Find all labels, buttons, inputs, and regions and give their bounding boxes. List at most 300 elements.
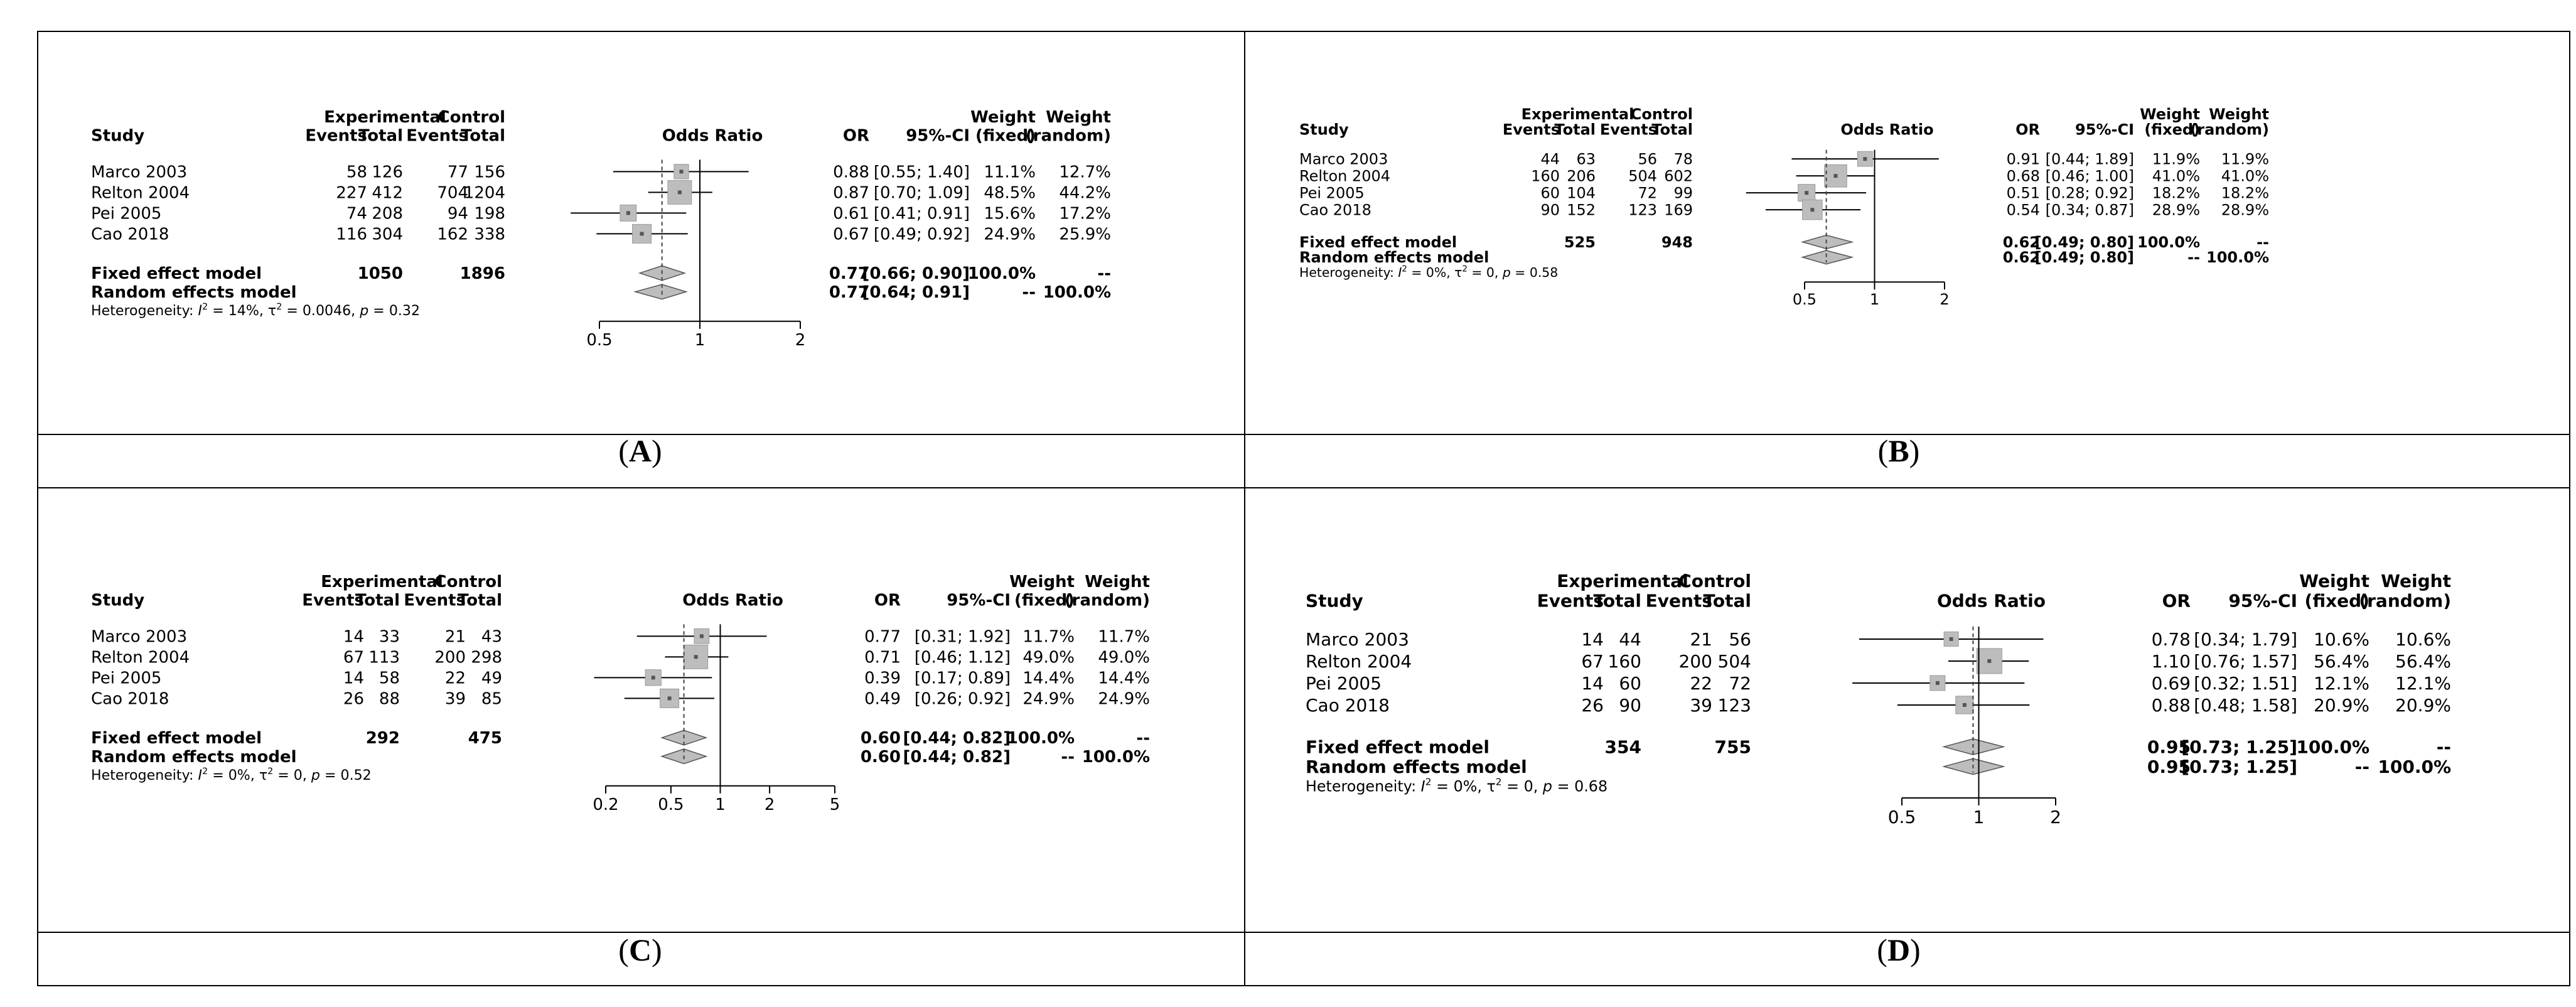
fixed-ctrl-total: 475 (468, 729, 502, 748)
header-weight-random-2: (random) (1064, 591, 1150, 610)
ctrl-events: 39 (1690, 694, 1712, 716)
or-value: 0.87 (833, 183, 869, 203)
ci-value: [0.44; 1.89] (2045, 150, 2134, 168)
header-odds-ratio: Odds Ratio (1937, 590, 2046, 611)
ctrl-events: 22 (444, 669, 466, 688)
column-header (1299, 105, 2269, 138)
fixed-or: 0.60 (860, 729, 901, 748)
random-ci: [0.44; 0.82] (903, 747, 1011, 767)
fixed-w-fixed: 100.0% (967, 264, 1036, 284)
random-or: 0.77 (829, 283, 869, 302)
header-ctrl-events: Events (1599, 121, 1657, 139)
header-study: Study (1299, 121, 1349, 139)
panel-caption (618, 433, 662, 468)
weight-fixed: 49.0% (1022, 648, 1075, 667)
study-name: Marco 2003 (1299, 150, 1388, 168)
fixed-w-random: -- (2436, 736, 2451, 758)
het-p: p (1542, 777, 1553, 795)
header-weight-random-1: Weight (1046, 108, 1111, 127)
point-estimate-center (700, 634, 704, 638)
header-study: Study (91, 591, 145, 610)
exp-events: 44 (1540, 150, 1560, 168)
fixed-label: Fixed effect model (91, 264, 262, 284)
point-estimate-center (652, 676, 655, 679)
ctrl-events: 77 (447, 163, 468, 182)
weight-fixed: 11.7% (1022, 627, 1075, 647)
study-row (91, 645, 1150, 669)
study-name: Pei 2005 (1299, 184, 1365, 202)
ci-value: [0.48; 1.58] (2194, 694, 2297, 716)
point-estimate-center (1805, 191, 1808, 195)
weight-fixed: 41.0% (2152, 167, 2200, 185)
study-row (91, 689, 1150, 708)
header-weight-fixed-1: Weight (970, 108, 1036, 127)
het-tau-sup: 2 (1495, 776, 1502, 788)
study-row (1299, 185, 2269, 202)
header-ctrl-total: Total (457, 591, 502, 610)
ctrl-total: 156 (474, 163, 505, 182)
weight-fixed: 56.4% (2314, 650, 2369, 672)
exp-events: 90 (1540, 201, 1560, 219)
ctrl-total: 72 (1729, 672, 1751, 694)
fixed-ci: [0.49; 0.80] (2034, 233, 2134, 251)
header-experimental: Experimental (1557, 571, 1688, 591)
het-p-val: = 0.58 (1510, 265, 1559, 281)
header-study: Study (91, 126, 145, 146)
exp-total: 304 (372, 225, 403, 244)
het-p-val: = 0.52 (319, 767, 372, 784)
point-estimate-center (679, 170, 683, 173)
header-exp-total: Total (355, 591, 400, 610)
ci-value: [0.41; 0.91] (873, 204, 970, 223)
random-effects-row (1299, 249, 2269, 266)
fixed-effect-diamond (1803, 235, 1852, 249)
fixed-or: 0.95 (2147, 736, 2191, 758)
or-value: 1.10 (2151, 650, 2191, 672)
header-ctrl-total: Total (460, 126, 505, 146)
study-row (91, 669, 1150, 687)
ctrl-events: 504 (1628, 167, 1657, 185)
study-row (1299, 200, 2269, 220)
study-row (1306, 695, 2451, 716)
ctrl-total: 504 (1717, 650, 1751, 672)
exp-total: 104 (1567, 184, 1596, 202)
exp-total: 33 (378, 627, 400, 647)
weight-fixed: 20.9% (2314, 694, 2369, 716)
random-effects-row (91, 283, 1111, 302)
header-control: Control (1678, 571, 1751, 591)
study-name: Cao 2018 (91, 225, 169, 244)
het-tau-val: = 0, (1501, 777, 1543, 795)
ctrl-total: 99 (1673, 184, 1693, 202)
caption-letter: B (1888, 433, 1909, 468)
x-tick-label: 2 (2050, 807, 2061, 827)
weight-random: 56.4% (2395, 650, 2451, 672)
study-name: Pei 2005 (91, 204, 162, 223)
header-exp-events: Events (1502, 121, 1560, 139)
ctrl-events: 21 (1690, 628, 1712, 650)
het-i2-val: = 0%, (1407, 265, 1455, 281)
study-name: Cao 2018 (1299, 201, 1371, 219)
or-value: 0.91 (2006, 150, 2040, 168)
weight-random: 41.0% (2221, 167, 2269, 185)
weight-fixed: 15.6% (984, 204, 1036, 223)
header-weight-fixed-1: Weight (2140, 105, 2200, 123)
weight-fixed: 28.9% (2152, 201, 2200, 219)
header-ci: 95%-CI (2075, 121, 2134, 139)
ctrl-total: 1204 (463, 183, 505, 203)
exp-events: 14 (343, 669, 364, 688)
forest-panel-b (1299, 105, 2269, 468)
random-w-fixed: -- (1061, 747, 1075, 767)
or-value: 0.51 (2006, 184, 2040, 202)
header-weight-fixed-2: (fixed) (975, 126, 1036, 146)
ctrl-total: 298 (471, 648, 502, 667)
header-or: OR (2015, 121, 2040, 139)
or-value: 0.88 (833, 163, 869, 182)
ctrl-events: 704 (437, 183, 468, 203)
het-tau-sup: 2 (267, 766, 274, 777)
fixed-w-random: -- (2257, 233, 2269, 251)
ctrl-events: 72 (1638, 184, 1657, 202)
exp-total: 58 (378, 669, 400, 688)
header-experimental: Experimental (321, 573, 443, 591)
random-w-random: 100.0% (2206, 249, 2269, 267)
study-row (1306, 673, 2451, 694)
exp-events: 26 (1581, 694, 1604, 716)
random-w-fixed: -- (2354, 756, 2369, 777)
exp-total: 90 (1619, 694, 1641, 716)
or-value: 0.54 (2006, 201, 2040, 219)
weight-random: 20.9% (2395, 694, 2451, 716)
random-effects-row (1306, 757, 2451, 777)
random-ci: [0.49; 0.80] (2034, 249, 2134, 267)
het-i2-sup: 2 (1425, 776, 1432, 788)
header-weight-random-2: (random) (2190, 121, 2269, 139)
ctrl-events: 123 (1628, 201, 1657, 219)
ctrl-total: 56 (1729, 628, 1751, 650)
het-tau: τ (267, 302, 277, 319)
weight-fixed: 24.9% (1022, 689, 1075, 709)
ctrl-total: 602 (1664, 167, 1693, 185)
study-row (91, 627, 1150, 646)
exp-events: 116 (336, 225, 367, 244)
header-weight-fixed-2: (fixed) (2144, 121, 2200, 139)
header-experimental: Experimental (324, 108, 446, 127)
x-tick-label: 2 (795, 330, 806, 350)
fixed-w-fixed: 100.0% (1006, 729, 1075, 748)
het-i2-sup: 2 (202, 766, 208, 777)
caption-close: ) (1909, 433, 1920, 468)
header-odds-ratio: Odds Ratio (662, 126, 763, 146)
point-estimate-center (640, 232, 644, 235)
ctrl-total: 85 (481, 689, 502, 709)
ctrl-events: 56 (1638, 150, 1657, 168)
ctrl-total: 169 (1664, 201, 1693, 219)
het-i2-sup: 2 (202, 301, 208, 312)
study-name: Relton 2004 (91, 183, 190, 203)
header-ctrl-total: Total (1651, 121, 1693, 139)
ctrl-events: 21 (444, 627, 466, 647)
het-prefix: Heterogeneity: (1299, 265, 1398, 281)
ci-value: [0.26; 0.92] (914, 689, 1011, 709)
het-i2: I (1398, 265, 1402, 281)
weight-fixed: 24.9% (984, 225, 1036, 244)
het-p-val: = 0.68 (1552, 777, 1608, 795)
fixed-exp-total: 525 (1564, 233, 1596, 251)
weight-random: 17.2% (1059, 204, 1111, 223)
study-name: Relton 2004 (91, 648, 190, 667)
weight-random: 25.9% (1059, 225, 1111, 244)
x-tick-label: 2 (764, 795, 775, 814)
header-control: Control (437, 108, 505, 127)
het-prefix: Heterogeneity: (1306, 777, 1421, 795)
random-ci: [0.64; 0.91] (862, 283, 970, 302)
fixed-ctrl-total: 755 (1714, 736, 1751, 758)
random-or: 0.95 (2147, 756, 2191, 777)
header-exp-total: Total (1593, 590, 1641, 611)
ctrl-events: 94 (447, 204, 468, 223)
header-weight-fixed-1: Weight (2299, 571, 2369, 591)
ci-value: [0.46; 1.12] (914, 648, 1011, 667)
header-weight-random-2: (random) (1025, 126, 1111, 146)
ctrl-events: 22 (1690, 672, 1712, 694)
or-value: 0.78 (2151, 628, 2191, 650)
header-control: Control (1630, 105, 1693, 123)
heterogeneity-text (91, 767, 372, 784)
het-tau: τ (1454, 265, 1462, 281)
header-exp-total: Total (1554, 121, 1596, 139)
ci-value: [0.34; 1.79] (2194, 628, 2297, 650)
header-weight-fixed-2: (fixed) (2304, 590, 2369, 611)
fixed-label: Fixed effect model (1306, 736, 1490, 758)
header-weight-random-1: Weight (2209, 105, 2269, 123)
caption-open: ( (618, 932, 629, 967)
or-value: 0.61 (833, 204, 869, 223)
header-weight-random-1: Weight (1085, 573, 1150, 591)
fixed-w-random: -- (1136, 729, 1150, 748)
column-header (1306, 571, 2451, 611)
het-tau-val: = 0, (1467, 265, 1503, 281)
header-ctrl-events: Events (1645, 590, 1712, 611)
het-p: p (360, 302, 369, 319)
study-name: Pei 2005 (1306, 672, 1382, 694)
het-i2-val: = 0%, (208, 767, 259, 784)
study-row (1306, 629, 2451, 650)
weight-fixed: 12.1% (2314, 672, 2369, 694)
weight-random: 18.2% (2221, 184, 2269, 202)
exp-total: 113 (368, 648, 400, 667)
ci-value: [0.76; 1.57] (2194, 650, 2297, 672)
caption-close: ) (652, 433, 662, 468)
exp-total: 412 (372, 183, 403, 203)
header-exp-total: Total (358, 126, 403, 146)
exp-total: 160 (1607, 650, 1641, 672)
study-name: Relton 2004 (1306, 650, 1412, 672)
ctrl-total: 43 (481, 627, 502, 647)
study-name: Cao 2018 (1306, 694, 1390, 716)
exp-total: 126 (372, 163, 403, 182)
exp-total: 63 (1576, 150, 1596, 168)
x-tick-label: 0.5 (1792, 291, 1817, 309)
or-value: 0.39 (864, 669, 901, 688)
ci-value: [0.46; 1.00] (2045, 167, 2134, 185)
header-ctrl-total: Total (1703, 590, 1751, 611)
header-exp-events: Events (1537, 590, 1604, 611)
x-axis (593, 786, 840, 814)
point-estimate-center (668, 696, 672, 700)
or-value: 0.68 (2006, 167, 2040, 185)
heterogeneity-text (1306, 777, 1607, 795)
fixed-ci: [0.73; 1.25] (2181, 736, 2297, 758)
fixed-ctrl-total: 948 (1661, 233, 1693, 251)
exp-events: 227 (336, 183, 367, 203)
point-estimate-center (626, 211, 630, 215)
het-p: p (311, 767, 320, 784)
header-or: OR (2162, 590, 2191, 611)
ctrl-total: 123 (1717, 694, 1751, 716)
exp-events: 58 (346, 163, 367, 182)
x-tick-label: 1 (715, 795, 726, 814)
point-estimate-center (694, 655, 698, 659)
exp-total: 60 (1619, 672, 1641, 694)
x-tick-label: 0.5 (658, 795, 684, 814)
weight-random: 44.2% (1059, 183, 1111, 203)
caption-open: ( (1877, 433, 1889, 468)
random-effects-diamond (635, 284, 686, 299)
study-row (91, 224, 1111, 244)
ci-value: [0.49; 0.92] (873, 225, 970, 244)
point-estimate-center (1863, 157, 1867, 161)
study-name: Pei 2005 (91, 669, 162, 688)
weight-random: 14.4% (1098, 669, 1150, 688)
fixed-effect-row (91, 264, 1111, 283)
exp-total: 208 (372, 204, 403, 223)
ci-value: [0.34; 0.87] (2045, 201, 2134, 219)
forest-panel-d (1306, 571, 2451, 967)
het-tau: τ (259, 767, 268, 784)
point-estimate-center (1987, 659, 1991, 663)
study-row (91, 180, 1111, 204)
fixed-w-fixed: 100.0% (2296, 736, 2369, 758)
weight-fixed: 11.9% (2152, 150, 2200, 168)
caption-letter: D (1887, 932, 1911, 967)
random-ci: [0.73; 1.25] (2181, 756, 2297, 777)
exp-events: 14 (1581, 672, 1604, 694)
het-i2: I (198, 767, 203, 784)
exp-events: 160 (1531, 167, 1560, 185)
fixed-label: Fixed effect model (1299, 233, 1457, 251)
random-w-fixed: -- (2187, 249, 2200, 267)
point-estimate-center (1810, 208, 1814, 212)
caption-letter: C (628, 932, 652, 967)
ci-value: [0.17; 0.89] (914, 669, 1011, 688)
header-ci: 95%-CI (906, 126, 970, 146)
exp-events: 60 (1540, 184, 1560, 202)
ctrl-total: 338 (474, 225, 505, 244)
fixed-label: Fixed effect model (91, 729, 262, 748)
exp-total: 44 (1619, 628, 1641, 650)
het-p: p (1502, 265, 1511, 281)
ctrl-events: 200 (434, 648, 466, 667)
header-weight-random-2: (random) (2359, 590, 2451, 611)
study-name: Marco 2003 (1306, 628, 1409, 650)
het-i2-sup: 2 (1402, 264, 1407, 274)
heterogeneity-text (1299, 265, 1558, 280)
fixed-w-random: -- (1097, 264, 1111, 284)
exp-events: 26 (343, 689, 364, 709)
header-weight-random-1: Weight (2381, 571, 2451, 591)
het-i2-val: = 14%, (208, 302, 268, 319)
weight-random: 12.7% (1059, 163, 1111, 182)
point-estimate-center (1833, 174, 1837, 178)
ctrl-total: 49 (481, 669, 502, 688)
exp-events: 14 (1581, 628, 1604, 650)
fixed-exp-total: 292 (365, 729, 400, 748)
column-header (91, 573, 1150, 610)
ctrl-events: 39 (444, 689, 466, 709)
exp-events: 74 (346, 204, 367, 223)
forest-panel-c (91, 573, 1150, 967)
header-ctrl-events: Events (404, 591, 466, 610)
header-ci: 95%-CI (947, 591, 1011, 610)
point-estimate-center (678, 190, 682, 194)
or-value: 0.67 (833, 225, 869, 244)
het-prefix: Heterogeneity: (91, 767, 198, 784)
weight-fixed: 10.6% (2314, 628, 2369, 650)
weight-fixed: 18.2% (2152, 184, 2200, 202)
weight-fixed: 48.5% (984, 183, 1036, 203)
het-tau: τ (1486, 777, 1496, 795)
panel-caption (618, 932, 662, 967)
random-label: Random effects model (1306, 756, 1527, 777)
random-label: Random effects model (91, 283, 297, 302)
fixed-effect-row (1306, 736, 2451, 757)
het-tau-sup: 2 (1462, 264, 1468, 274)
fixed-ctrl-total: 1896 (459, 264, 505, 284)
exp-events: 67 (1581, 650, 1604, 672)
weight-random: 11.9% (2221, 150, 2269, 168)
weight-random: 24.9% (1098, 689, 1150, 709)
random-w-random: 100.0% (1081, 747, 1150, 767)
forest-panel-a (91, 108, 1111, 468)
exp-total: 152 (1567, 201, 1596, 219)
header-exp-events: Events (302, 591, 364, 610)
random-w-random: 100.0% (1043, 283, 1111, 302)
header-ctrl-events: Events (406, 126, 468, 146)
ci-value: [0.31; 1.92] (914, 627, 1011, 647)
study-row (91, 204, 1111, 223)
fixed-ci: [0.44; 0.82] (903, 729, 1011, 748)
weight-random: 49.0% (1098, 648, 1150, 667)
het-p-val: = 0.32 (368, 302, 421, 319)
panel-caption (1878, 433, 1920, 468)
fixed-ci: [0.66; 0.90] (862, 264, 970, 284)
random-or: 0.62 (2002, 249, 2040, 267)
het-tau-val: = 0.0046, (282, 302, 360, 319)
random-w-fixed: -- (1022, 283, 1036, 302)
weight-random: 28.9% (2221, 201, 2269, 219)
x-tick-label: 1 (1973, 807, 1985, 827)
fixed-exp-total: 354 (1604, 736, 1641, 758)
random-effects-diamond (1803, 250, 1852, 264)
study-name: Marco 2003 (91, 163, 188, 182)
x-tick-label: 5 (829, 795, 840, 814)
random-w-random: 100.0% (2378, 756, 2451, 777)
header-weight-fixed-2: (fixed) (1014, 591, 1075, 610)
x-axis (586, 321, 805, 350)
exp-total: 206 (1567, 167, 1596, 185)
